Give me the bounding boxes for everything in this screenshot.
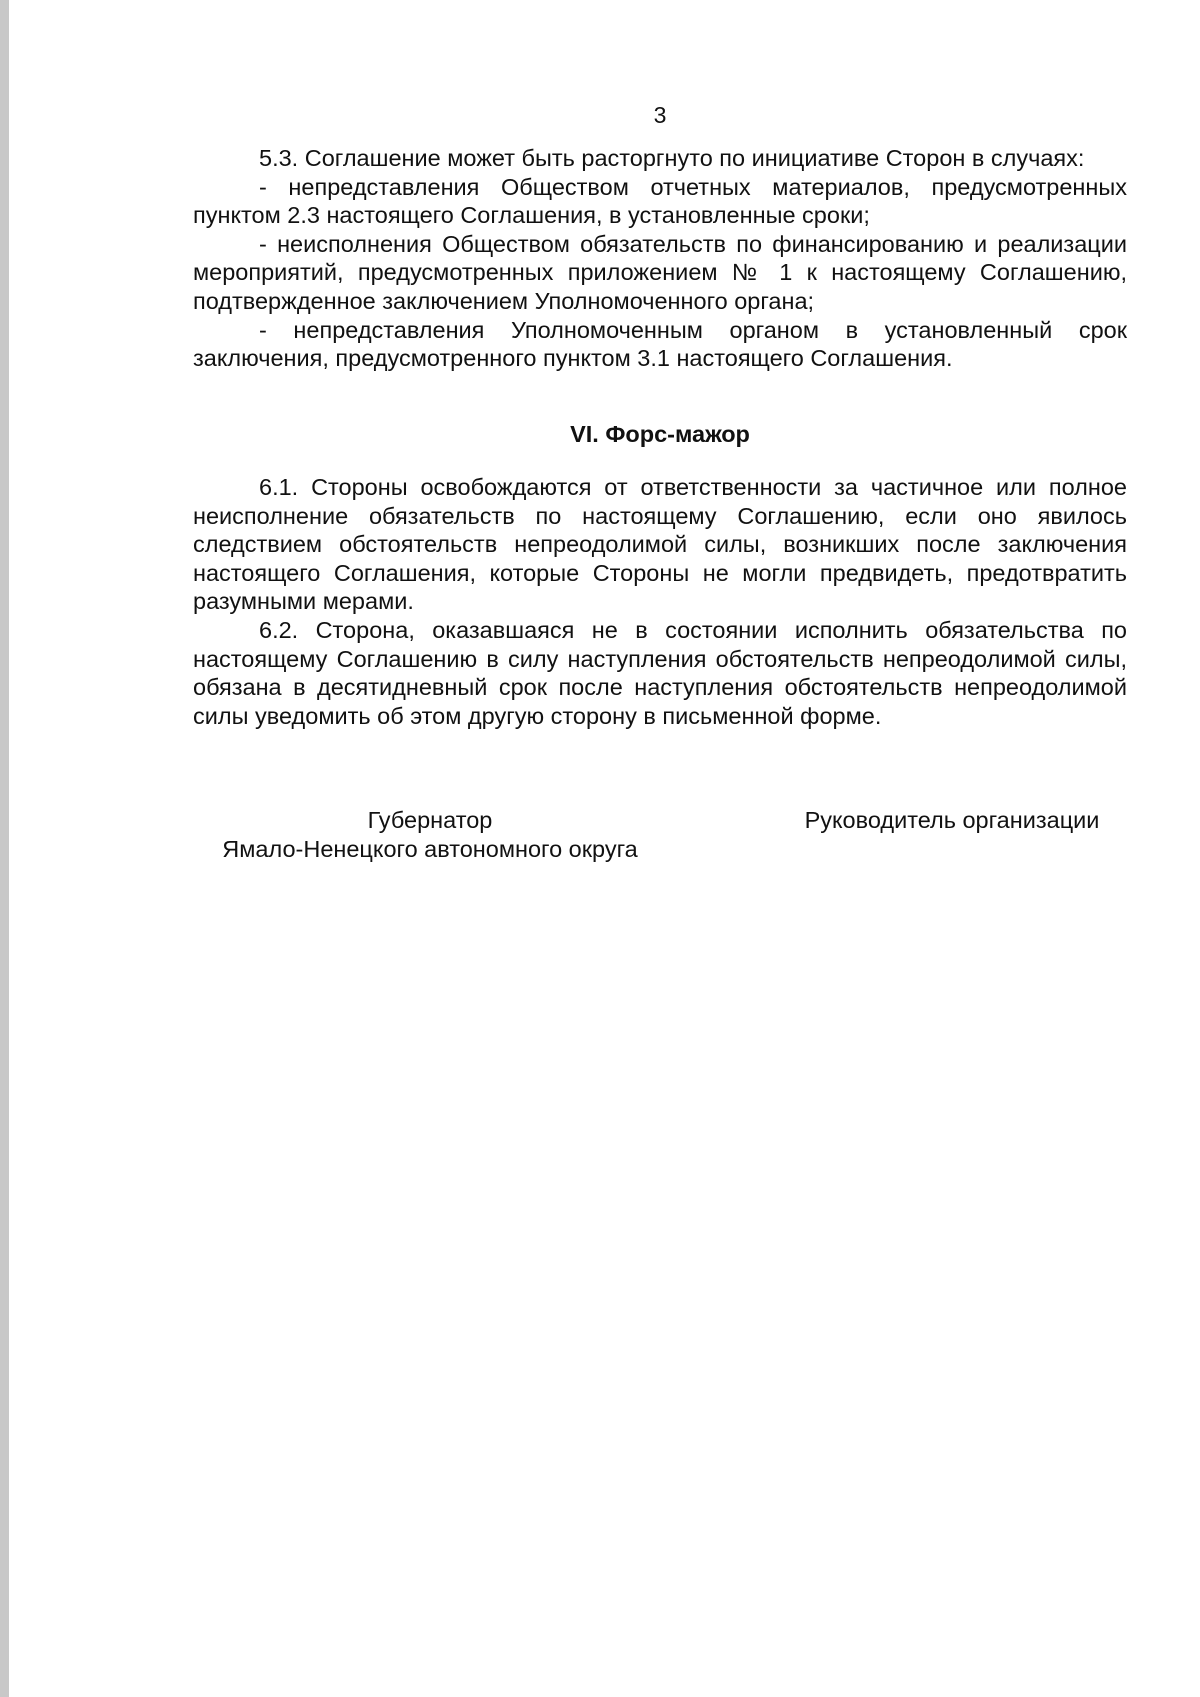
governor-region: Ямало-Ненецкого автономного округа: [222, 836, 638, 862]
section-6-heading: VI. Форс-мажор: [570, 421, 750, 447]
page-number: 3: [653, 102, 667, 128]
signature-block-organization: [752, 806, 1152, 835]
section-6-block: [193, 473, 1127, 730]
clause-5-3-item-2: - неисполнения Обществом обязательств по финансированию и реализации мероприятий, предусмотренных приложением № 1 к настоящему Соглашению, подтвержденное заключением Уполномоченного органа;: [193, 230, 1127, 314]
clause-6-1: 6.1. Стороны освобождаются от ответственности за частичное или полное неисполнение обязательств по настоящему Соглашению, если оно явилось следствием обстоятельств непреодолимой силы, возникших после заключения настоящего Соглашения, которые Стороны не могли предвидеть, предотвратить разумными мерами.: [193, 474, 1127, 615]
clause-6-2: 6.2. Сторона, оказавшаяся не в состоянии исполнить обязательства по настоящему Соглашению в силу наступления обстоятельств непреодолимой силы, обязана в десятидневный срок после наступления обстоятельств непреодолимой силы уведомить об этом другую сторону в письменной форме.: [193, 616, 1127, 729]
organization-head-title: Руководитель организации: [804, 807, 1100, 833]
scan-left-edge: [0, 0, 9, 1697]
clause-5-3-item-1: - непредставления Обществом отчетных материалов, предусмотренных пунктом 2.3 настоящего Соглашения, в установленные сроки;: [193, 173, 1127, 229]
clause-5-3-item-3: - непредставления Уполномоченным органом в установленный срок заключения, предусмотренного пунктом 3.1 настоящего Соглашения.: [193, 316, 1127, 372]
signature-block-governor: [190, 806, 670, 864]
clause-5-3-intro: 5.3. Соглашение может быть расторгнуто по инициативе Сторон в случаях:: [259, 145, 1085, 171]
section-5-block: [193, 144, 1127, 373]
governor-title: Губернатор: [367, 807, 493, 833]
